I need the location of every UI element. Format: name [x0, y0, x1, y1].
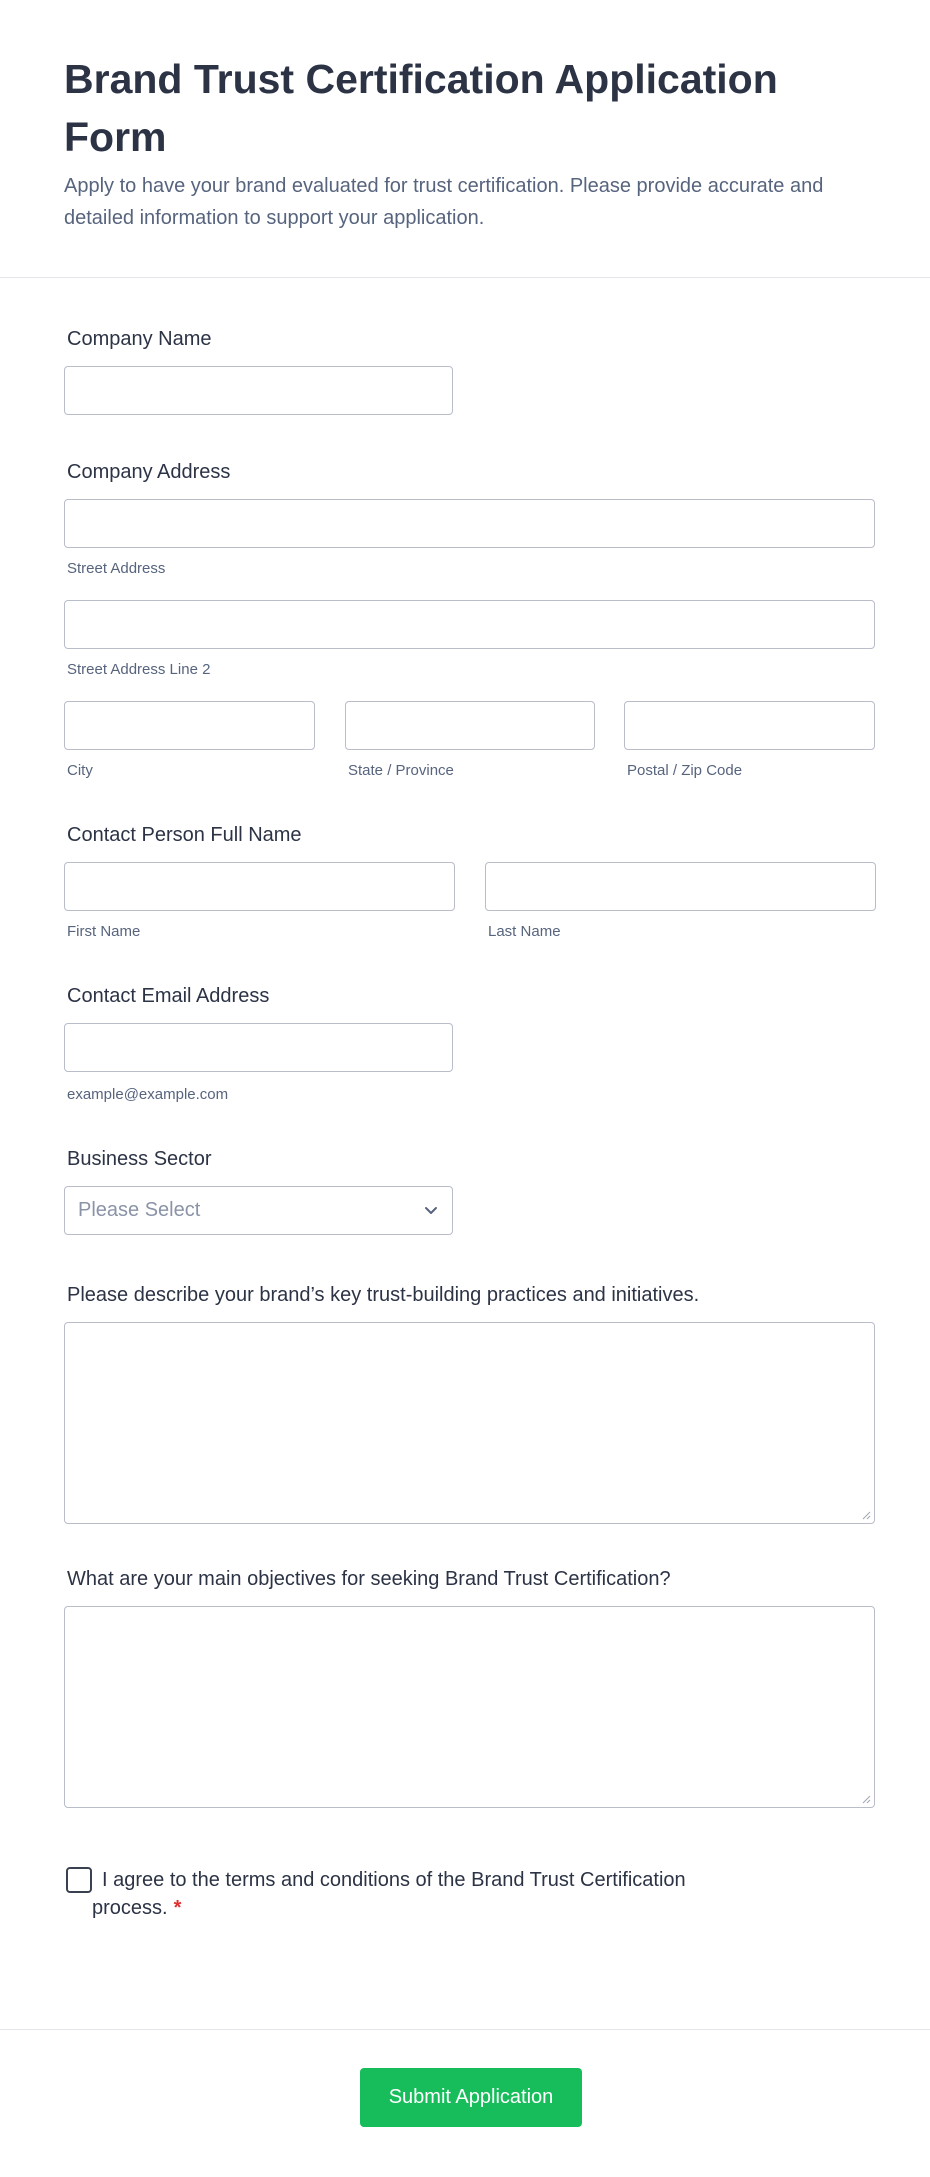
practices-textarea[interactable] [64, 1322, 875, 1524]
agreement-text: I agree to the terms and conditions of the Brand Trust Certification process. [92, 1869, 686, 1919]
street-address-line2-sublabel: Street Address Line 2 [67, 661, 211, 678]
company-name-label: Company Name [67, 328, 212, 350]
contact-email-label: Contact Email Address [67, 985, 270, 1007]
postal-code-input[interactable] [624, 701, 875, 750]
agreement-label[interactable] [64, 1866, 764, 1922]
state-input[interactable] [345, 701, 595, 750]
page-description: Apply to have your brand evaluated for trust certification. Please provide accurate and detailed information to support your application. [64, 175, 824, 229]
city-input[interactable] [64, 701, 315, 750]
last-name-group [485, 862, 876, 941]
objectives-textarea[interactable] [64, 1606, 875, 1808]
agreement-row [64, 1866, 866, 1922]
submit-button[interactable]: Submit Application [360, 2068, 582, 2127]
first-name-input[interactable] [64, 862, 455, 911]
contact-name-label: Contact Person Full Name [67, 824, 302, 846]
resize-handle-icon[interactable] [861, 1510, 871, 1520]
company-name-field [64, 278, 866, 415]
contact-email-sublabel: example@example.com [67, 1086, 229, 1103]
business-sector-selected: Please Select [78, 1199, 201, 1221]
resize-handle-icon[interactable] [861, 1794, 871, 1804]
required-asterisk: * [173, 1897, 182, 1919]
street-address-input[interactable] [64, 499, 875, 548]
practices-label: Please describe your brand’s key trust-building practices and initiatives. [67, 1284, 700, 1306]
business-sector-select[interactable] [64, 1186, 453, 1235]
contact-email-input[interactable] [64, 1023, 453, 1072]
objectives-field [64, 1524, 866, 1808]
agreement-field [64, 1808, 866, 1922]
city-group [64, 701, 315, 780]
business-sector-field [64, 1104, 866, 1235]
form-body [0, 278, 930, 1922]
last-name-sublabel: Last Name [488, 923, 561, 940]
postal-code-sublabel: Postal / Zip Code [627, 762, 743, 779]
form-header [0, 0, 930, 278]
state-group [345, 701, 595, 780]
street-address-line2-input[interactable] [64, 600, 875, 649]
company-address-field [64, 415, 866, 780]
last-name-input[interactable] [485, 862, 876, 911]
practices-field [64, 1235, 866, 1524]
contact-name-field [64, 780, 866, 941]
chevron-down-icon [422, 1201, 440, 1219]
form-footer [0, 2029, 930, 2177]
state-sublabel: State / Province [348, 762, 454, 779]
city-state-zip-row [64, 701, 866, 780]
company-name-input[interactable] [64, 366, 453, 415]
street-address-sublabel: Street Address [67, 560, 166, 577]
contact-email-field [64, 941, 866, 1104]
first-name-group [64, 862, 455, 941]
objectives-label: What are your main objectives for seeking Brand Trust Certification? [67, 1568, 671, 1590]
page-title: Brand Trust Certification Application Form [64, 56, 778, 160]
city-sublabel: City [67, 762, 93, 779]
company-address-label: Company Address [67, 461, 231, 483]
business-sector-label: Business Sector [67, 1148, 212, 1170]
contact-name-row [64, 862, 866, 941]
postal-group [624, 701, 875, 780]
first-name-sublabel: First Name [67, 923, 141, 940]
